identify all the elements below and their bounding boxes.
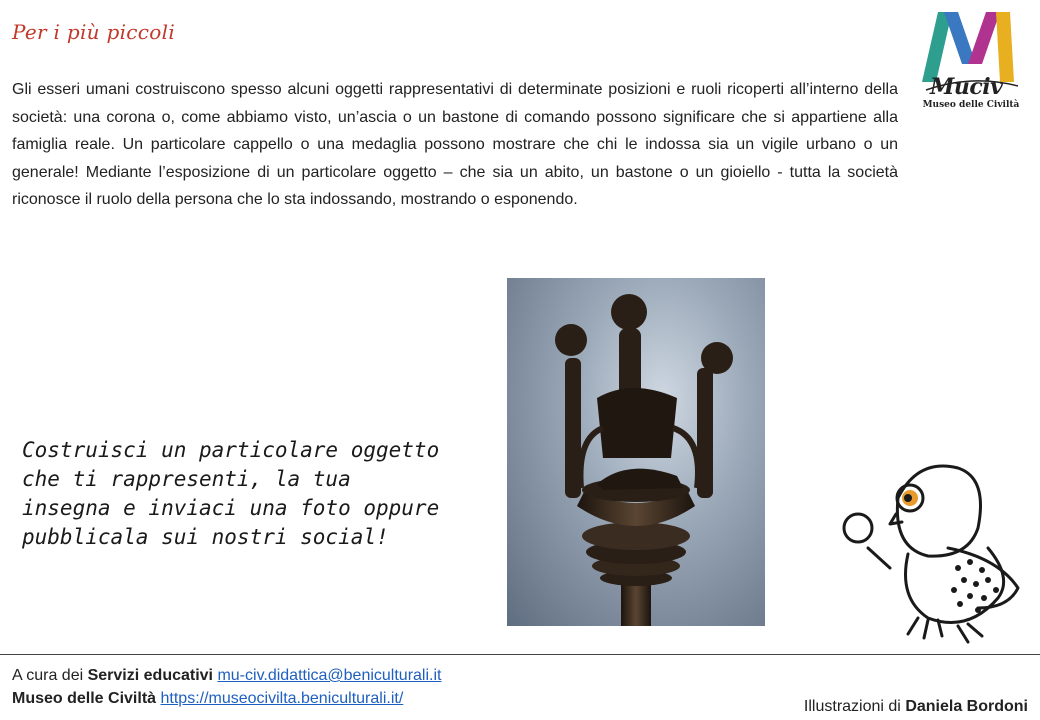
owl-with-magnifier-icon: [838, 458, 1028, 648]
logo-caption: Museo delle Civiltà: [922, 100, 1020, 110]
owl-drawing: [838, 458, 1028, 648]
illustration-credit: [804, 698, 1028, 716]
footer-divider: [0, 654, 1040, 655]
footer-curator-line: [12, 667, 441, 685]
muciv-logo-icon: [912, 4, 1030, 116]
credit-prefix: Illustrazioni di: [803, 698, 901, 715]
bronze-staff-illustration: [507, 278, 765, 626]
footer-educational-services: Servizi educativi: [87, 667, 213, 684]
footer-prefix: A cura dei: [12, 667, 84, 684]
bronze-staff-photo: [507, 278, 765, 626]
credit-author: Daniela Bordoni: [905, 698, 1028, 715]
logo-wordmark: Muciv: [930, 74, 1003, 100]
footer-museum-line: [12, 690, 403, 708]
intro-paragraph: Gli esseri umani costruiscono spesso alcuni oggetti rappresentativi di determinate posizioni e ruoli ricoperti all’interno della società: una corona o, come abbiamo visto, un’ascia o un bastone di comando possono significare che si appartiene alla famiglia reale. Un particolare cappello o una medaglia possono mostrare che chi le indossa sia un vigile urbano o un generale! Mediante l’esposizione di un particolare oggetto – che sia un abito, un bastone o un gioiello - tutta la società riconosce il ruolo della persona che lo sta indossando, mostrando o esponendo.: [12, 81, 898, 209]
call-to-action-text: Costruisci un particolare oggetto che ti rappresenti, la tua insegna e inviaci una foto oppure pubblicala sui nostri social!: [22, 438, 440, 549]
footer-museum-name: Museo delle Civiltà: [12, 690, 157, 707]
website-link[interactable]: https://museocivilta.beniculturali.it/: [160, 690, 404, 707]
email-link[interactable]: mu-civ.didattica@beniculturali.it: [217, 667, 442, 684]
page-title: Per i più piccoli: [12, 20, 176, 44]
